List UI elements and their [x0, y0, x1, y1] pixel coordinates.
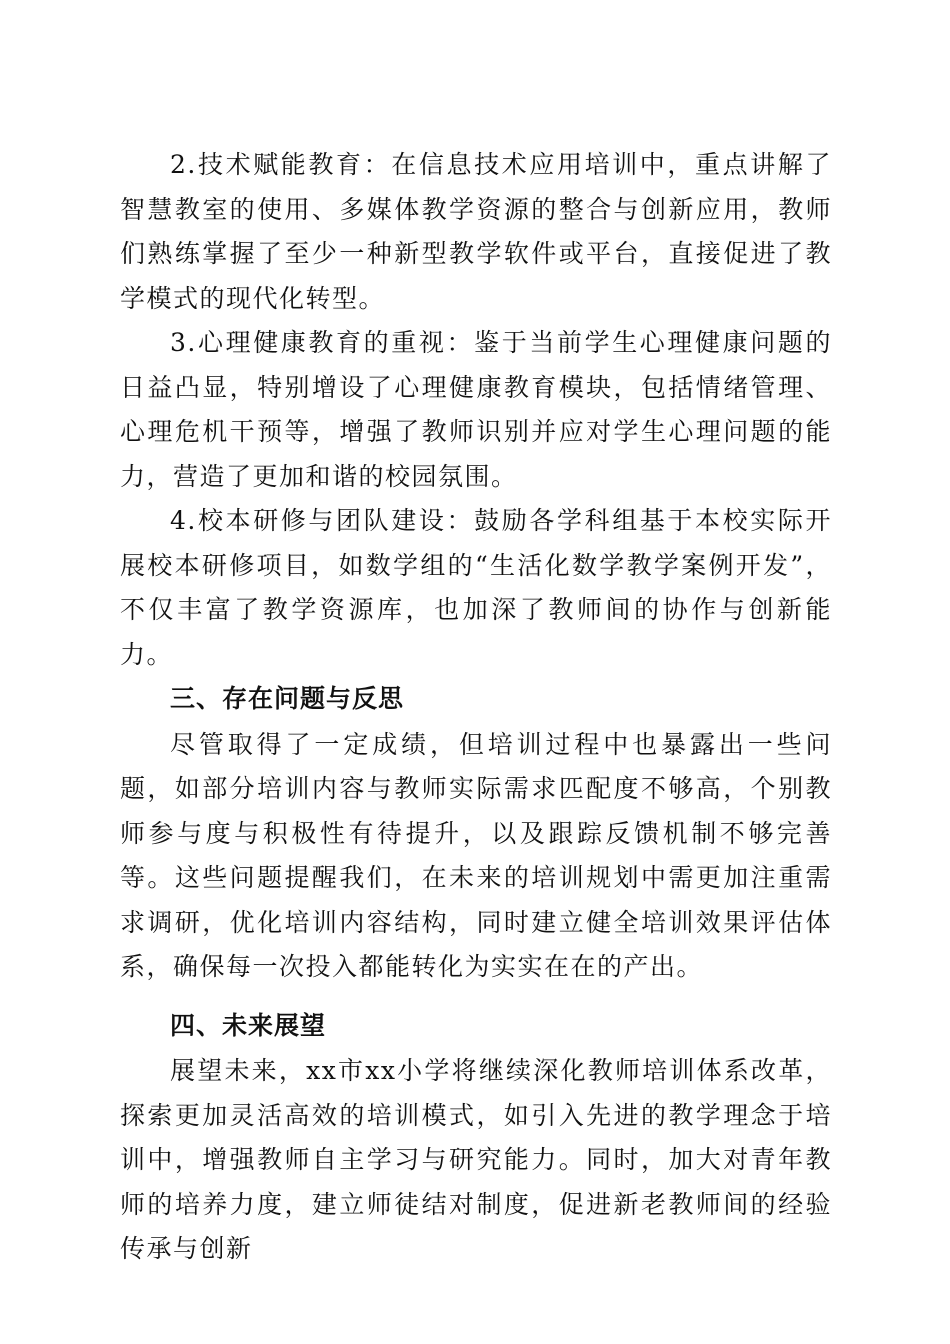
paragraph-school-research: 4.校本研修与团队建设：鼓励各学科组基于本校实际开展校本研修项目，如数学组的“生活化数学教学案例开发”，不仅丰富了教学资源库，也加深了教师间的协作与创新能力。: [120, 506, 832, 669]
section-heading-outlook: 四、未来展望: [170, 1010, 327, 1040]
section-heading-problems: 三、存在问题与反思: [170, 684, 405, 713]
document-page: [120, 143, 832, 1272]
paragraph-outlook: 展望未来，xx市xx小学将继续深化教师培训体系改革，探索更加灵活高效的培训模式，如引入先进的教学理念于培训中，增强教师自主学习与研究能力。同时，加大对青年教师的培养力度，建立师徒结对制度，促进新老教师间的经验传承与创新: [120, 1056, 832, 1263]
paragraph-tech-empowerment: 2.技术赋能教育：在信息技术应用培训中，重点讲解了智慧教室的使用、多媒体教学资源的整合与创新应用，教师们熟练掌握了至少一种新型教学软件或平台，直接促进了教学模式的现代化转型。: [120, 150, 832, 313]
paragraph-mental-health: 3.心理健康教育的重视：鉴于当前学生心理健康问题的日益凸显，特别增设了心理健康教育模块，包括情绪管理、心理危机干预等，增强了教师识别并应对学生心理问题的能力，营造了更加和谐的校园氛围。: [120, 328, 832, 491]
paragraph-problems: 尽管取得了一定成绩，但培训过程中也暴露出一些问题，如部分培训内容与教师实际需求匹配度不够高，个别教师参与度与积极性有待提升，以及跟踪反馈机制不够完善等。这些问题提醒我们，在未来的培训规划中需更加注重需求调研，优化培训内容结构，同时建立健全培训效果评估体系，确保每一次投入都能转化为实实在在的产出。: [120, 729, 832, 981]
